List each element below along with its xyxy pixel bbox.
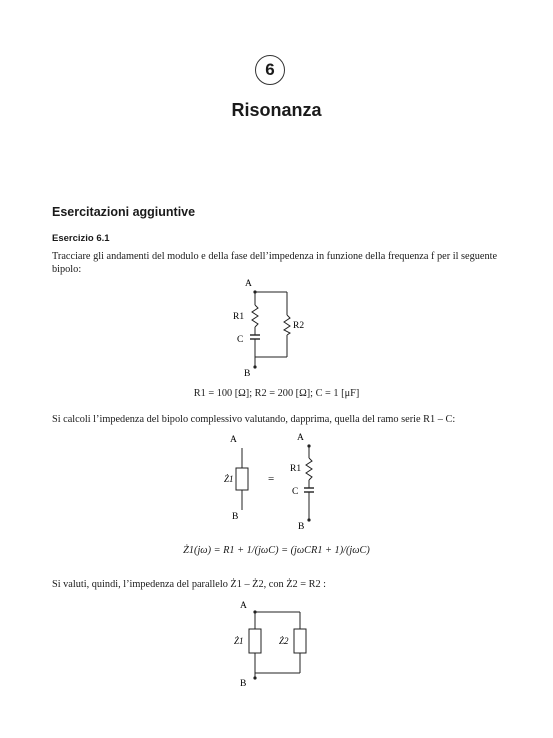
impedance-z2-parallel	[294, 629, 306, 653]
parameters: R1 = 100 [Ω]; R2 = 200 [Ω]; C = 1 [μF]	[193, 388, 360, 399]
circuit-diagram-1	[225, 275, 315, 380]
r1-label: R1	[233, 312, 245, 322]
text-series-branch: Si calcoli l’impedenza del bipolo complessivo valutando, dapprima, quella del ramo serie R1 – C:	[52, 414, 456, 425]
r1-series-label: R1	[290, 464, 302, 474]
text-parallel: Si valuti, quindi, l’impedenza del parallelo Ż1 – Ż2, con Ż2 = R2 :	[52, 579, 327, 590]
node-b-label-3: B	[240, 679, 247, 688]
node-b-left-label: B	[232, 512, 239, 522]
equals-sign: =	[268, 473, 275, 485]
node-b-label: B	[244, 369, 251, 379]
node-a-left-label: A	[230, 435, 237, 445]
chapter-title: Risonanza	[231, 100, 322, 120]
z1-label: Ż1	[224, 474, 234, 484]
section-title: Esercitazioni aggiuntive	[52, 205, 196, 219]
z2-parallel-label: Ż2	[279, 636, 289, 646]
node-b-right-label: B	[298, 522, 305, 530]
node-a-right-label: A	[297, 433, 304, 443]
impedance-z1-parallel	[249, 629, 261, 653]
impedance-z1-box	[236, 468, 248, 490]
resistor-r1	[252, 305, 258, 327]
c-label: C	[237, 335, 244, 345]
circuit-diagram-2	[220, 430, 335, 530]
circuit-diagram-3	[230, 598, 320, 688]
exercise-prompt: Tracciare gli andamenti del modulo e della fase dell’impedenza in funzione della frequenza f per il seguente bipolo:	[52, 251, 498, 275]
impedance-formula: Ż1(jω) = R1 + 1/(jωC) = (jωCR1 + 1)/(jωC)	[183, 545, 370, 556]
chapter-number: 6	[255, 55, 285, 85]
c-series-label: C	[292, 487, 299, 497]
r2-label: R2	[293, 321, 305, 331]
resistor-r1-series	[306, 458, 312, 480]
node-a-label-3: A	[240, 601, 247, 611]
exercise-title: Esercizio 6.1	[52, 233, 110, 244]
z1-parallel-label: Ż1	[234, 636, 244, 646]
node-a-label: A	[245, 279, 252, 289]
resistor-r2	[284, 315, 290, 335]
